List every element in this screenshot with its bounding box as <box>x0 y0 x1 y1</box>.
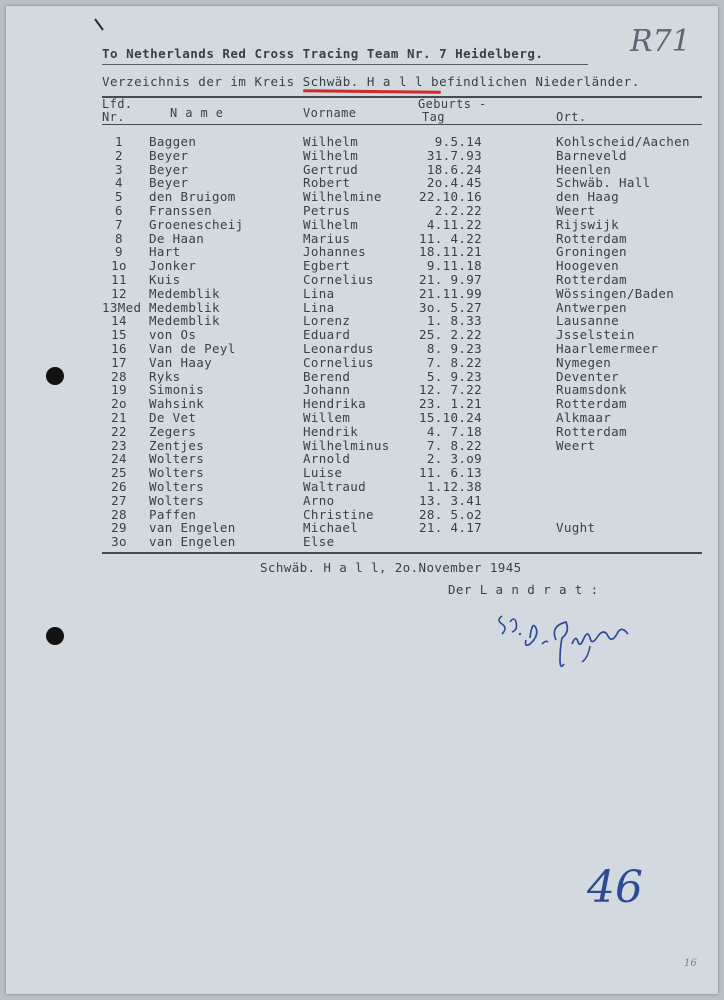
row-birthdate: 11. 4.22 <box>418 230 482 246</box>
red-underline-mark <box>303 89 441 93</box>
row-number: 6 <box>115 203 123 218</box>
row-birthdate: 25. 2.22 <box>418 327 482 343</box>
row-birthdate: 18.6.24 <box>426 161 482 177</box>
row-firstname: Wilhelm <box>303 216 359 232</box>
table-row <box>6 300 718 314</box>
row-surname: Zentjes <box>149 437 205 453</box>
table-row <box>6 162 718 176</box>
table-row <box>6 507 718 521</box>
row-place: Wössingen/Baden <box>556 285 675 301</box>
row-number: 5 <box>115 189 123 205</box>
row-birthdate: 7. 8.22 <box>426 354 482 370</box>
col-nr-label-1: Lfd. <box>102 97 133 111</box>
row-surname: van Engelen <box>149 520 236 536</box>
row-birthdate: 31.7.93 <box>426 147 482 163</box>
row-birthdate: 1. 8.33 <box>426 313 482 329</box>
table-row <box>6 258 718 272</box>
row-surname: De Haan <box>149 230 205 246</box>
row-birthdate: 18.11.21 <box>418 244 482 260</box>
row-surname: De Vet <box>149 410 197 425</box>
row-firstname: Waltraud <box>303 479 367 494</box>
row-surname: Zegers <box>149 423 197 439</box>
row-number: 29 <box>111 520 127 536</box>
row-number: 22 <box>111 423 127 439</box>
row-firstname: Wilhelm <box>303 147 359 163</box>
row-surname: den Bruigom <box>149 189 236 205</box>
table-row <box>6 148 718 162</box>
row-surname: Beyer <box>149 175 189 191</box>
document-title: Verzeichnis der im Kreis Schwäb. H a l l befindlichen Niederländer. <box>102 74 640 89</box>
row-place: Alkmaar <box>556 410 612 425</box>
table-row <box>6 217 718 231</box>
punch-hole-upper <box>46 367 64 385</box>
row-surname: Wahsink <box>149 396 205 412</box>
punch-hole-lower <box>46 627 64 645</box>
table-row <box>6 424 718 438</box>
row-firstname: Gertrud <box>303 161 359 177</box>
row-firstname: Wilhelm <box>303 134 359 149</box>
col-name-label: N a m e <box>170 106 224 120</box>
row-firstname: Hendrik <box>303 423 359 439</box>
row-place: Rijswijk <box>556 216 620 232</box>
row-firstname: Willem <box>303 410 351 425</box>
row-firstname: Egbert <box>303 258 351 274</box>
row-place: Rotterdam <box>556 396 627 412</box>
row-place: Deventer <box>556 368 620 384</box>
table-row <box>6 189 718 203</box>
row-place: Ruamsdonk <box>556 382 627 398</box>
row-birthdate: 7. 8.22 <box>426 437 482 453</box>
row-birthdate: 22.10.16 <box>418 189 482 205</box>
row-number: 11 <box>111 272 127 287</box>
row-place: Rotterdam <box>556 423 627 439</box>
row-surname: Medemblik <box>149 285 220 301</box>
table-row <box>6 355 718 369</box>
row-number: 28 <box>111 506 127 522</box>
row-firstname: Johann <box>303 382 351 398</box>
row-place: Antwerpen <box>556 299 627 315</box>
row-number: 1o <box>111 258 127 274</box>
row-number: 3o <box>111 534 127 550</box>
row-firstname: Lina <box>303 299 335 315</box>
row-firstname: Leonardus <box>303 341 374 356</box>
row-surname: Van Haay <box>149 354 213 370</box>
table-row <box>6 272 718 286</box>
table-bottom-rule <box>102 552 702 554</box>
row-place: Lausanne <box>556 313 620 329</box>
row-birthdate: 5. 9.23 <box>426 368 482 384</box>
pencil-mark: 16 <box>684 958 697 969</box>
row-birthdate: 21. 9.97 <box>418 272 482 287</box>
row-place: Nymegen <box>556 354 612 370</box>
row-number: 12 <box>111 285 127 301</box>
row-birthdate: 2.2.22 <box>434 203 482 218</box>
row-firstname: Christine <box>303 506 374 522</box>
handwritten-signature <box>490 604 660 684</box>
corner-mark <box>92 18 106 32</box>
row-number: 26 <box>111 479 127 494</box>
row-place: Rotterdam <box>556 272 627 287</box>
row-number: 27 <box>111 492 127 508</box>
row-surname: Wolters <box>149 451 205 467</box>
table-row <box>6 203 718 217</box>
row-firstname: Cornelius <box>303 354 374 370</box>
row-surname: Ryks <box>149 368 181 384</box>
table-row <box>6 244 718 258</box>
row-firstname: Wilhelmine <box>303 189 382 205</box>
row-birthdate: 4. 7.18 <box>426 423 482 439</box>
row-birthdate: 13. 3.41 <box>418 492 482 508</box>
row-birthdate: 9.5.14 <box>434 134 482 149</box>
row-firstname: Arnold <box>303 451 351 467</box>
row-place: Schwäb. Hall <box>556 175 651 191</box>
table-row <box>6 465 718 479</box>
table-row <box>6 438 718 452</box>
row-number: 28 <box>111 368 127 384</box>
row-place: Rotterdam <box>556 230 627 246</box>
row-number: 9 <box>115 244 123 260</box>
row-birthdate: 23. 1.21 <box>418 396 482 412</box>
archive-code: R71 <box>630 24 691 59</box>
table-row <box>6 327 718 341</box>
row-surname: Paffen <box>149 506 197 522</box>
row-firstname: Luise <box>303 465 343 481</box>
row-surname: Medemblik <box>149 313 220 329</box>
row-birthdate: 4.11.22 <box>426 216 482 232</box>
table-row <box>6 534 718 548</box>
row-birthdate: 3o. 5.27 <box>418 299 482 315</box>
col-geburtstag-label-2: Tag <box>422 110 445 124</box>
row-firstname: Lorenz <box>303 313 351 329</box>
table-row <box>6 175 718 189</box>
row-place: Hoogeven <box>556 258 620 274</box>
row-birthdate: 2o.4.45 <box>426 175 482 191</box>
row-birthdate: 21.11.99 <box>418 285 482 301</box>
row-number: 17 <box>111 354 127 370</box>
row-surname: Simonis <box>149 382 205 398</box>
row-surname: Kuis <box>149 272 181 287</box>
row-surname: Groenescheij <box>149 216 244 232</box>
row-surname: Van de Peyl <box>149 341 236 356</box>
row-place: Groningen <box>556 244 627 260</box>
row-place: Jsselstein <box>556 327 635 343</box>
table-row <box>6 369 718 383</box>
row-number: 16 <box>111 341 127 356</box>
row-surname: Beyer <box>149 147 189 163</box>
table-row <box>6 493 718 507</box>
table-row <box>6 396 718 410</box>
place-and-date: Schwäb. H a l l, 2o.November 1945 <box>260 560 522 575</box>
row-number: 7 <box>115 216 123 232</box>
row-place: Weert <box>556 437 596 453</box>
table-row <box>6 341 718 355</box>
row-firstname: Petrus <box>303 203 351 218</box>
row-birthdate: 28. 5.o2 <box>418 506 482 522</box>
row-firstname: Eduard <box>303 327 351 343</box>
table-row <box>6 134 718 148</box>
col-ort-label: Ort. <box>556 110 587 124</box>
document-addressee: To Netherlands Red Cross Tracing Team Nr. 7 Heidelberg. <box>102 46 544 61</box>
row-firstname: Else <box>303 534 335 550</box>
row-firstname: Lina <box>303 285 335 301</box>
row-number: 3 <box>115 161 123 177</box>
row-firstname: Cornelius <box>303 272 374 287</box>
row-number: 24 <box>111 451 127 467</box>
row-number: 15 <box>111 327 127 343</box>
row-place: den Haag <box>556 189 620 205</box>
table-top-rule <box>102 96 702 98</box>
table-row <box>6 286 718 300</box>
row-place: Haarlemermeer <box>556 341 659 356</box>
row-firstname: Michael <box>303 520 359 536</box>
row-number: 1 <box>115 134 123 149</box>
row-place: Kohlscheid/Aachen <box>556 134 690 149</box>
row-number: 14 <box>111 313 127 329</box>
row-surname: Beyer <box>149 161 189 177</box>
row-number: 8 <box>115 230 123 246</box>
table-row <box>6 382 718 396</box>
row-surname: Wolters <box>149 479 205 494</box>
row-firstname: Arno <box>303 492 335 508</box>
col-geburtstag-label-1: Geburts - <box>418 97 487 111</box>
row-birthdate: 12. 7.22 <box>418 382 482 398</box>
row-birthdate: 1.12.38 <box>426 479 482 494</box>
row-place: Vught <box>556 520 596 536</box>
row-firstname: Berend <box>303 368 351 384</box>
row-surname: von Os <box>149 327 197 343</box>
row-number: 2 <box>115 147 123 163</box>
row-place: Weert <box>556 203 596 218</box>
row-surname: Baggen <box>149 134 197 149</box>
row-firstname: Johannes <box>303 244 367 260</box>
table-row <box>6 410 718 424</box>
page-number: 46 <box>587 862 643 913</box>
row-surname: Wolters <box>149 465 205 481</box>
row-number: 25 <box>111 465 127 481</box>
row-birthdate: 21. 4.17 <box>418 520 482 536</box>
row-firstname: Hendrika <box>303 396 367 412</box>
row-number: 19 <box>111 382 127 398</box>
table-row <box>6 479 718 493</box>
table-row <box>6 520 718 534</box>
row-surname: Medemblik <box>149 299 220 315</box>
row-surname: Hart <box>149 244 181 260</box>
row-surname: van Engelen <box>149 534 236 550</box>
table-row <box>6 231 718 245</box>
row-birthdate: 2. 3.o9 <box>426 451 482 467</box>
document-page <box>6 6 718 994</box>
table-row <box>6 451 718 465</box>
col-nr-label-2: Nr. <box>102 110 125 124</box>
row-number: 2o <box>111 396 127 412</box>
col-vorname-label: Vorname <box>303 106 357 120</box>
row-birthdate: 9.11.18 <box>426 258 482 274</box>
row-number: 13Med <box>102 299 142 315</box>
row-surname: Wolters <box>149 492 205 508</box>
row-number: 4 <box>115 175 123 191</box>
row-number: 21 <box>111 410 127 425</box>
signatory-title: Der L a n d r a t : <box>448 582 599 597</box>
row-place: Barneveld <box>556 147 627 163</box>
table-header-rule <box>102 124 702 125</box>
row-firstname: Robert <box>303 175 351 191</box>
addressee-underline <box>102 64 588 65</box>
row-birthdate: 11. 6.13 <box>418 465 482 481</box>
table-row <box>6 313 718 327</box>
row-firstname: Wilhelminus <box>303 437 390 453</box>
row-firstname: Marius <box>303 230 351 246</box>
row-surname: Jonker <box>149 258 197 274</box>
row-birthdate: 8. 9.23 <box>426 341 482 356</box>
row-birthdate: 15.10.24 <box>418 410 482 425</box>
row-surname: Franssen <box>149 203 213 218</box>
row-number: 23 <box>111 437 127 453</box>
row-place: Heenlen <box>556 161 612 177</box>
